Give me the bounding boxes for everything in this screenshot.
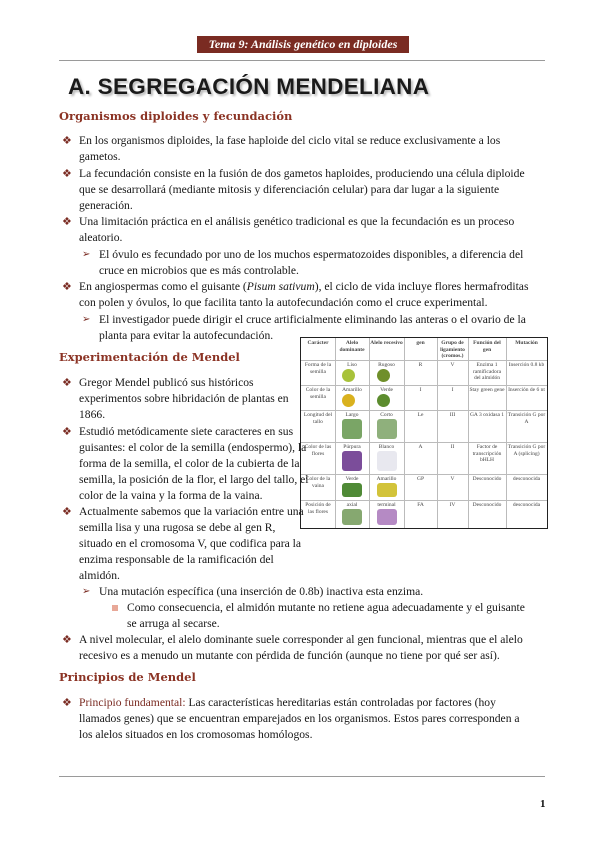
text-line: gametos. xyxy=(79,150,121,163)
table-cell: FA xyxy=(417,502,424,508)
square-bullet-icon xyxy=(112,605,118,611)
text-line: experimentos sobre hibridación de plantas en xyxy=(79,392,289,405)
text-line: situado en el cromosoma V, que codifica para la xyxy=(79,537,302,550)
text-line: aleatorio. xyxy=(79,231,123,244)
diamond-cluster-icon: ❖ xyxy=(62,634,72,646)
text-line: 1866. xyxy=(79,408,106,421)
table-cell: Transición G por A xyxy=(507,412,546,425)
table-cell: Desconocido xyxy=(472,502,502,508)
table-cell: II xyxy=(450,444,455,450)
text-line: generación. xyxy=(79,199,133,212)
table-cell: Rugoso xyxy=(378,362,395,368)
table-cell: Enzima 1 ramificadora del almidón xyxy=(472,362,502,381)
table-cell: Largo xyxy=(345,412,359,418)
table-cell: terminal xyxy=(377,502,396,508)
table-cell: Transición G por A (splicing) xyxy=(507,444,546,457)
table-cell: Blanco xyxy=(378,444,395,450)
trait-picture xyxy=(342,509,362,525)
trait-picture xyxy=(377,483,397,497)
table-header-cell: Función del gen xyxy=(473,340,501,353)
table-cell: V xyxy=(450,476,455,482)
text-line: recesivo es a menudo un mutante con pérdida de función (aunque no tiene por qué ser así). xyxy=(79,649,500,662)
text-line: Como consecuencia, el almidón mutante no retiene agua adecuadamente y el guisante xyxy=(127,601,525,614)
mendel-characters-table xyxy=(300,337,548,529)
trait-picture xyxy=(342,419,362,439)
table-cell: Stay green gene xyxy=(469,387,505,393)
diamond-cluster-icon: ❖ xyxy=(62,281,72,293)
table-row-divider xyxy=(301,410,547,411)
text-line: El óvulo es fecundado por uno de los muchos espermatozoides disponibles, a diferencia del xyxy=(99,248,524,261)
footer-divider xyxy=(59,776,545,777)
table-row-divider xyxy=(301,385,547,386)
text-line: Estudió metódicamente siete caracteres en sus xyxy=(79,425,294,438)
table-cell: Posición de las flores xyxy=(305,502,331,515)
trait-picture xyxy=(377,369,390,382)
text-line: enzima responsable de la ramificación del xyxy=(79,553,274,566)
table-cell: Inserción 0.8 kb xyxy=(508,362,545,368)
text-line: En los organismos diploides, la fase haploide del ciclo vital se reduce exclusivamente a los xyxy=(79,134,501,147)
table-cell: I xyxy=(419,387,422,393)
table-cell: Verde xyxy=(345,476,359,482)
table-cell: Factor de transcripción bHLH xyxy=(472,444,502,463)
table-row-divider xyxy=(301,500,547,501)
diamond-cluster-icon: ❖ xyxy=(62,506,72,518)
text-line: semilla, la posición de la flor, el largo del tallo, el xyxy=(79,473,309,486)
table-cell: V xyxy=(450,362,455,368)
subheading-diploides: Organismos diploides y fecundación xyxy=(59,109,293,123)
trait-picture xyxy=(342,394,355,407)
table-cell: Color de la semilla xyxy=(305,387,331,400)
trait-picture xyxy=(377,394,390,407)
diamond-cluster-icon: ❖ xyxy=(62,377,72,389)
table-cell: GA 3 oxidasa 1 xyxy=(469,412,505,418)
text-line: se arruga al secarse. xyxy=(127,617,220,630)
table-cell: Verde xyxy=(380,387,393,393)
running-header: Tema 9: Análisis genético en diploides xyxy=(197,36,409,53)
text-line: Una mutación específica (una inserción de 0.8b) inactiva esta enzima. xyxy=(99,585,424,598)
trait-picture xyxy=(342,369,355,382)
table-row-divider xyxy=(301,474,547,475)
table-cell: axial xyxy=(346,502,358,508)
table-cell: desconocida xyxy=(512,476,541,482)
text-line: color de la vaina y la forma de la vaina. xyxy=(79,489,263,502)
diamond-cluster-icon: ❖ xyxy=(62,426,72,438)
table-cell: Forma de la semilla xyxy=(304,362,332,375)
table-cell: Desconocido xyxy=(472,476,502,482)
table-cell: Amarillo xyxy=(342,387,362,393)
text-line: La fecundación consiste en la fusión de dos gametos haploides, produciendo una célula diploide xyxy=(79,167,525,180)
table-cell: Corto xyxy=(380,412,393,418)
section-title: A. SEGREGACIÓN MENDELIANA xyxy=(68,74,430,99)
table-cell: Color de las flores xyxy=(304,444,332,457)
page-number: 1 xyxy=(540,798,546,810)
subheading-principios: Principios de Mendel xyxy=(59,670,196,684)
trait-picture xyxy=(342,451,362,471)
text-line: forma de la semilla, el color de la cubierta de la xyxy=(79,457,300,470)
table-cell: Le xyxy=(417,412,424,418)
text-line: semilla lisa y una rugosa se debe al gen R, xyxy=(79,521,276,534)
table-cell: A xyxy=(418,444,423,450)
diamond-cluster-icon: ❖ xyxy=(62,216,72,228)
table-header-cell: Carácter xyxy=(307,340,329,346)
text-line: planta para evitar la autofecundación. xyxy=(99,329,274,342)
table-header-cell: Grupo de ligamiento (cromos.) xyxy=(440,340,465,359)
table-header-cell: Alelo recesivo xyxy=(370,340,403,346)
table-cell: IV xyxy=(449,502,456,508)
table-cell: Inserción de 6 nt xyxy=(508,387,545,393)
diamond-cluster-icon: ❖ xyxy=(62,168,72,180)
text-line: cruce en microbios que es más controlable. xyxy=(99,264,299,277)
text-line: Gregor Mendel publicó sus históricos xyxy=(79,376,254,389)
species-name: Pisum sativum xyxy=(246,280,315,293)
arrowhead-icon: ➢ xyxy=(82,314,91,325)
text-line: Actualmente sabemos que la variación entre una xyxy=(79,505,304,518)
trait-picture xyxy=(342,483,362,497)
principle-label: Principio fundamental: xyxy=(79,696,186,709)
table-cell: GP xyxy=(416,476,425,482)
table-row-divider xyxy=(301,442,547,443)
arrowhead-icon: ➢ xyxy=(82,249,91,260)
header-divider xyxy=(59,60,545,61)
subheading-mendel: Experimentación de Mendel xyxy=(59,350,240,364)
text-line: En angiospermas como el guisante (Pisum sativum), el ciclo de vida incluye flores hermafroditas xyxy=(79,280,529,293)
table-cell: Amarillo xyxy=(376,476,397,482)
table-cell: Longitud del tallo xyxy=(303,412,333,425)
text-line: Una limitación práctica en el análisis genético tradicional es que la fecundación es un proceso xyxy=(79,215,515,228)
diamond-cluster-icon: ❖ xyxy=(62,135,72,147)
table-cell: Liso xyxy=(347,362,357,368)
text-line: El investigador puede dirigir el cruce artificialmente eliminando las anteras o el ovario de la xyxy=(99,313,526,326)
text-line: que se desarrollará (mediante mitosis y diferenciación celular) para dar lugar a la siguiente xyxy=(79,183,500,196)
table-cell: Color de la vaina xyxy=(305,476,331,489)
trait-picture xyxy=(377,419,397,439)
text-line: con polen y óvulos, lo que facilita tanto la autofecundación como el cruce experimental. xyxy=(79,296,488,309)
trait-picture xyxy=(377,451,397,471)
table-header-cell: Alelo dominante xyxy=(339,340,365,353)
table-cell: III xyxy=(449,412,456,418)
table-row-divider xyxy=(301,360,547,361)
table-cell: R xyxy=(418,362,423,368)
text-line: almidón. xyxy=(79,569,120,582)
text-line: llamados genes) que se encuentran emparejados en los organismos. Estos pares corresponden a xyxy=(79,712,520,725)
text-line: los alelos situados en los cromosomas homólogos. xyxy=(79,728,313,741)
text-line: A nivel molecular, el alelo dominante suele corresponder al gen funcional, mientras que el alelo xyxy=(79,633,523,646)
table-cell: I xyxy=(451,387,454,393)
trait-picture xyxy=(377,509,397,525)
text-line: guisantes: el color de la semilla (endospermo), la xyxy=(79,441,307,454)
table-cell: Púrpura xyxy=(343,444,361,450)
arrowhead-icon: ➢ xyxy=(82,586,91,597)
text-line: Principio fundamental: Las características hereditarias están controladas por factores (hoy xyxy=(79,696,496,709)
table-header-cell: Mutación xyxy=(515,340,538,346)
table-cell: desconocida xyxy=(512,502,541,508)
diamond-cluster-icon: ❖ xyxy=(62,697,72,709)
table-header-cell: gen xyxy=(416,340,425,346)
